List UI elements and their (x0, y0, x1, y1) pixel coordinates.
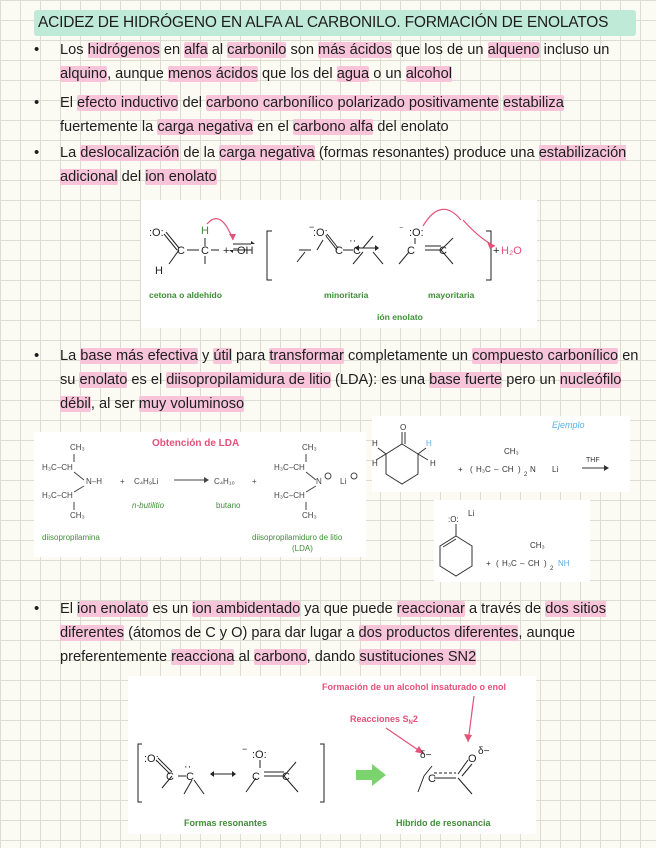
svg-text:Li: Li (468, 509, 475, 518)
lda-preparation-diagram (34, 432, 366, 557)
bullet-acidity (60, 38, 640, 86)
svg-text:(LDA): (LDA) (292, 544, 313, 553)
bullet-text: Los (60, 42, 88, 58)
example-product-diagram (434, 500, 590, 582)
svg-text:+: + (486, 559, 491, 568)
svg-text:C: C (166, 771, 174, 783)
svg-text:(: ( (496, 559, 499, 568)
bullet-text: (formas resonantes) produce una (314, 145, 539, 161)
bullet-text: en (159, 42, 185, 58)
figure-enolate-formation (141, 200, 537, 328)
example-reaction-diagram (372, 416, 630, 492)
svg-text:CH: CH (528, 559, 540, 568)
svg-text:C: C (353, 245, 361, 257)
bullet-text: , aunque preferentemente (60, 625, 576, 665)
highlighted-term: base fuerte (429, 372, 503, 388)
bullet-delocalization (60, 141, 640, 189)
highlighted-term: alqueno (487, 42, 540, 58)
svg-text:CH₃: CH₃ (302, 443, 317, 452)
bullet-text: es un (148, 601, 193, 617)
highlighted-term: compuesto carbonílico (472, 348, 619, 364)
svg-text:+: + (493, 245, 500, 257)
svg-text:C₄H₉Li: C₄H₉Li (134, 477, 159, 486)
bullet-lda (60, 344, 640, 416)
page-title: ACIDEZ DE HIDRÓGENO EN ALFA AL CARBONILO. FORMACIÓN DE ENOLATOS (38, 14, 609, 31)
enol-label: Formación de un alcohol insaturado o enol (322, 682, 507, 692)
caption-resonance-forms: Formas resonantes (184, 818, 268, 828)
svg-text:C₄H₁₀: C₄H₁₀ (214, 477, 235, 486)
figure-example-product (434, 500, 590, 582)
svg-text:H: H (201, 225, 209, 237)
svg-text:+: + (252, 477, 257, 486)
bullet-marker: • (34, 94, 40, 111)
highlighted-term: diisopropilamidura de litio (166, 372, 331, 388)
svg-text:H₃C–CH: H₃C–CH (42, 491, 73, 500)
svg-text:Reacciones SN2: Reacciones $S_N2$ (350, 714, 418, 726)
highlighted-term: estabilización adicional (60, 145, 627, 185)
highlighted-term: agua (336, 66, 370, 82)
svg-text:H: H (372, 439, 378, 448)
svg-text:H₃C–CH: H₃C–CH (42, 463, 73, 472)
bullet-text: y (197, 348, 214, 364)
highlighted-term: carga negativa (219, 145, 315, 161)
svg-text:−: − (242, 744, 248, 754)
svg-text:): ) (518, 465, 521, 474)
highlighted-term: carbono (253, 649, 307, 665)
figure-lda-preparation (34, 432, 366, 557)
svg-text:H₃C–CH: H₃C–CH (274, 463, 305, 472)
highlighted-term: ion enolato (145, 169, 217, 185)
svg-text::O:: :O: (313, 227, 328, 239)
page-title-banner (34, 10, 636, 36)
highlighted-term: reacciona (171, 649, 235, 665)
svg-text:C: C (407, 245, 415, 257)
svg-text:C: C (252, 771, 260, 783)
svg-text:··: ·· (184, 761, 192, 773)
svg-text:CH₃: CH₃ (70, 443, 85, 452)
svg-text:⁻: ⁻ (399, 224, 404, 234)
example-label: Ejemplo (552, 420, 585, 430)
bullet-text: La (60, 348, 81, 364)
highlighted-term: transformar (269, 348, 344, 364)
highlighted-term: alcohol (405, 66, 452, 82)
svg-text:–: – (494, 465, 499, 474)
svg-text:NH: NH (558, 559, 570, 568)
bullet-text: a través de (464, 601, 546, 617)
svg-text:H₃C: H₃C (502, 559, 517, 568)
svg-text:C: C (201, 245, 209, 257)
caption-hybrid: Híbrido de resonancia (396, 818, 491, 828)
highlighted-term: menos ácidos (167, 66, 258, 82)
svg-text:CH: CH (502, 465, 514, 474)
svg-text:C: C (282, 771, 290, 783)
highlighted-term: dos sitios diferentes (60, 601, 607, 641)
highlighted-term: estabiliza (502, 95, 564, 111)
bullet-text: El (60, 95, 78, 111)
hydroxide-label: OH (237, 245, 254, 257)
highlighted-term: base más efectiva (80, 348, 198, 364)
bullet-marker: • (34, 144, 40, 161)
svg-text:N–H: N–H (86, 477, 103, 486)
enolate-formation-diagram (141, 200, 537, 328)
highlighted-term: carga negativa (157, 119, 254, 135)
bullet-text: es el (127, 372, 167, 388)
svg-text:C: C (428, 773, 436, 785)
svg-text::O:: :O: (448, 515, 459, 524)
svg-text:+: + (120, 477, 125, 486)
bullet-text: para (231, 348, 270, 364)
bullet-text: del enolato (373, 119, 449, 135)
bullet-text: El (60, 601, 78, 617)
bullet-text: del (178, 95, 207, 111)
svg-text:butano: butano (216, 501, 241, 510)
bullet-text: pero un (502, 372, 560, 388)
highlighted-term: ion ambidentado (192, 601, 301, 617)
bullet-text: ya que puede (300, 601, 397, 617)
svg-text:δ−: δ− (478, 746, 490, 757)
bullet-text: que los del (258, 66, 337, 82)
svg-text:C: C (439, 245, 447, 257)
highlighted-term: enolato (79, 372, 128, 388)
highlighted-term: carbonilo (227, 42, 287, 58)
water-label: H₂O (501, 245, 522, 257)
figure-resonance-hybrid (128, 676, 536, 834)
svg-text:CH₃: CH₃ (530, 541, 545, 550)
bullet-marker: • (34, 347, 40, 364)
highlighted-term: reaccionar (396, 601, 465, 617)
highlighted-term: nucleófilo débil (60, 372, 622, 412)
highlighted-term: alquino (60, 66, 108, 82)
bullet-text: o un (369, 66, 406, 82)
highlighted-term: alfa (184, 42, 208, 58)
bullet-text: son (286, 42, 319, 58)
highlighted-term: carbono carbonílico polarizado positivamente (206, 95, 499, 111)
bullet-inductive-effect (60, 91, 640, 139)
svg-text:CH₃: CH₃ (302, 511, 317, 520)
svg-text:+ ⁻: + ⁻ (223, 245, 239, 257)
svg-text:+: + (458, 465, 463, 474)
svg-text:Li: Li (552, 465, 559, 474)
bullet-text: (átomos de C y O) para dar lugar a (124, 625, 359, 641)
highlighted-term: carbono alfa (292, 119, 374, 135)
bullet-text: , al ser (90, 396, 139, 412)
highlighted-term: hidrógenos (87, 42, 160, 58)
lda-title: Obtención de LDA (152, 438, 240, 449)
bullet-text: en el (253, 119, 293, 135)
bullet-marker: • (34, 600, 40, 617)
bullet-text: al (234, 649, 254, 665)
svg-text:··: ·· (349, 235, 357, 247)
bullet-text: La (60, 145, 81, 161)
svg-text:N: N (316, 477, 322, 486)
highlighted-term: más ácidos (318, 42, 392, 58)
svg-text:CH₃: CH₃ (70, 511, 85, 520)
highlighted-term: muy voluminoso (138, 396, 245, 412)
svg-text:–: – (520, 559, 525, 568)
bullet-text: incluso un (539, 42, 610, 58)
highlighted-term: ion enolato (77, 601, 149, 617)
svg-text:H₃C: H₃C (476, 465, 491, 474)
bullet-text: fuertemente la (60, 119, 158, 135)
svg-text:O: O (400, 423, 407, 432)
bullet-text: que los de un (391, 42, 488, 58)
svg-text:C: C (335, 245, 343, 257)
svg-text:δ−: δ− (420, 750, 432, 761)
bullet-text: de la (179, 145, 220, 161)
bullet-text: al (207, 42, 228, 58)
bullet-text: del (117, 169, 146, 185)
solvent-label: THF (586, 457, 600, 464)
bullet-marker: • (34, 41, 40, 58)
svg-text:2: 2 (524, 472, 528, 478)
bullet-text: , aunque (107, 66, 168, 82)
svg-text:H₃C–CH: H₃C–CH (274, 491, 305, 500)
highlighted-term: dos productos diferentes (358, 625, 519, 641)
svg-text:N: N (530, 465, 536, 474)
bullet-text: (LDA): es una (330, 372, 430, 388)
highlighted-term: útil (213, 348, 232, 364)
svg-text:): ) (544, 559, 547, 568)
svg-text::O:: :O: (409, 227, 424, 239)
bullet-ambident (60, 597, 640, 669)
bullet-text: , dando (306, 649, 360, 665)
svg-text::O:: :O: (149, 227, 164, 239)
highlighted-term: efecto inductivo (77, 95, 179, 111)
diisopropylamine-label: diisopropilamina (42, 533, 100, 542)
svg-text:n-butilitio: n-butilitio (132, 501, 165, 510)
svg-text:2: 2 (550, 566, 554, 572)
highlighted-term: deslocalización (80, 145, 180, 161)
svg-text:(: ( (470, 465, 473, 474)
caption-enolate: ión enolato (377, 312, 423, 322)
svg-text:C: C (177, 245, 185, 257)
highlighted-term: sustituciones SN2 (359, 649, 477, 665)
svg-text:H: H (372, 459, 378, 468)
svg-text:H: H (426, 439, 432, 448)
svg-text:CH₃: CH₃ (504, 447, 519, 456)
bullet-text: en su (60, 348, 639, 388)
svg-text:H: H (155, 265, 163, 277)
caption-ketone: cetona o aldehído (149, 290, 223, 300)
svg-text:O: O (468, 753, 477, 765)
svg-text:C: C (186, 771, 194, 783)
caption-major: mayoritaria (428, 290, 475, 300)
figure-example-reaction (372, 416, 630, 492)
svg-text:H: H (430, 459, 436, 468)
svg-text::O:: :O: (144, 753, 159, 765)
lda-name-label: diisopropilamiduro de litio (252, 533, 343, 542)
svg-text::O:: :O: (252, 749, 267, 761)
caption-minor: minoritaria (324, 290, 369, 300)
svg-text:Li: Li (340, 477, 347, 486)
svg-text:−: − (309, 222, 315, 232)
bullet-text: completamente un (343, 348, 473, 364)
resonance-hybrid-diagram (128, 676, 536, 834)
